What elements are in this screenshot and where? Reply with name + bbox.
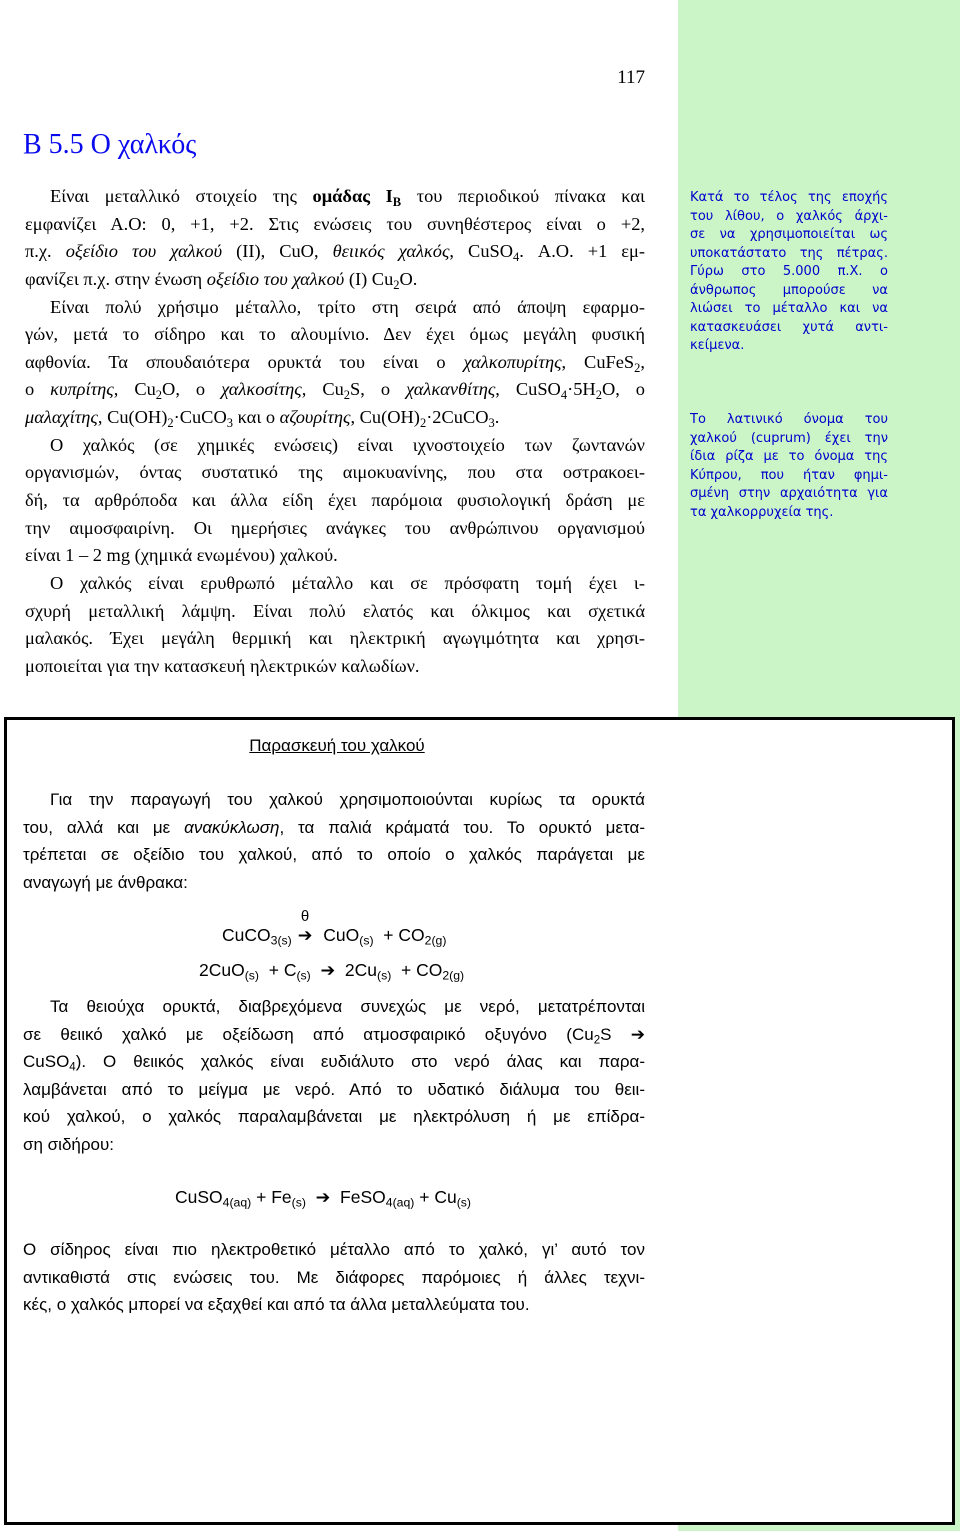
subscript: 4(aq) [385, 1195, 415, 1210]
text-line: Ο σίδηρος είναι πιο ηλεκτροθετικό μέταλλο από το χαλκό, γι’ αυτό τον [23, 1240, 645, 1259]
text-line: κατασκευάσει χυτά αντι- [690, 319, 888, 335]
text-run: ο [25, 379, 51, 400]
text-run: + Fe [251, 1187, 292, 1207]
text-run: (II), CuO, [222, 241, 333, 262]
text-line: Το λατινικό όνομα του [690, 412, 888, 427]
text-line: χαλκού (cuprum) έχει την [690, 430, 888, 446]
paragraph [23, 1236, 645, 1319]
text-run: ). Ο θειικός χαλκός είναι ευδιάλυτο στο νερό άλας και παρα- [75, 1052, 645, 1072]
equation-iron-displacement [175, 1185, 471, 1209]
text-run: ➔ 2Cu [310, 960, 377, 980]
text-run: ·5H [567, 379, 596, 400]
text-run: + CO [391, 960, 443, 980]
subscript: 3(s) [270, 933, 292, 948]
theta-symbol: θ [300, 908, 310, 925]
text-line: γών, μετά το σίδηρο και το αλουμίνιο. Δεν έχει όμως μεγάλη φυσική [25, 324, 645, 345]
subscript: 2(g) [442, 968, 465, 983]
subscript: 2 [593, 1034, 601, 1047]
italic-text: χαλκοπυρίτης [463, 351, 562, 372]
paragraph [25, 570, 645, 681]
subscript: 2 [167, 415, 174, 430]
text-line: εμφανίζει Α.Ο: 0, +1, +2. Στις ενώσεις του συνηθέστερος είναι ο +2, [25, 213, 645, 234]
text-line: οργανισμών, όντας συστατικό της αιμοκυανίνης, που στα οστρακοει- [25, 462, 645, 483]
text-run: , CuSO [449, 241, 514, 262]
text-run: , Cu(OH) [97, 407, 168, 428]
subscript: 2 [634, 360, 641, 375]
text-line: είναι 1 – 2 mg (χημικά ενωμένου) χαλκού. [25, 545, 338, 566]
text-line: σμένη στην αρχαιότητα για [690, 486, 888, 501]
subscript: (s) [244, 968, 260, 983]
text-line [23, 1048, 645, 1076]
text-run: O. [399, 268, 418, 289]
text-run: Είναι μεταλλικό στοιχείο της [50, 186, 313, 206]
text-line: τα χαλκορρυχεία της. [690, 504, 834, 520]
italic-text: θειικός χαλκός [332, 241, 450, 262]
subscript: 4 [69, 1061, 76, 1074]
equation-oxide-reduction [199, 958, 464, 982]
text-run: O, ο [601, 379, 645, 400]
text-run: , Cu [113, 379, 156, 400]
text-line: σε να χρησιμοποιείται ως [690, 227, 888, 242]
text-run: . Α.Ο. +1 εμ- [519, 241, 646, 262]
text-line: μοποιείται για την κατασκευή ηλεκτρικών καλωδίων. [25, 655, 420, 676]
text-run: και ο [232, 407, 280, 428]
text-run: του, αλλά και με [23, 817, 185, 837]
text-run: , τα παλιά κράματά του. Το ορυκτό μετα- [279, 817, 645, 837]
subscript: 3 [488, 415, 495, 430]
text-run: , CuFeS [561, 351, 635, 372]
text-run: . [494, 407, 500, 428]
text-run: π.χ. [25, 241, 66, 262]
text-line: αναγωγή με άνθρακα: [23, 872, 188, 892]
text-run: , Cu [301, 379, 344, 400]
main-text [25, 183, 645, 681]
text-line [23, 814, 645, 842]
italic-text: κυπρίτης [50, 379, 114, 400]
text-run: CuSO [23, 1052, 70, 1072]
text-line: Ο χαλκός (σε χημικές ενώσεις) είναι ιχνοστοιχείο των ζωντανών [50, 434, 645, 455]
text-run: του περιοδικού πίνακα και [401, 186, 645, 206]
text-run: CuSO [175, 1187, 223, 1207]
italic-text: μαλαχίτης [25, 407, 98, 428]
text-line: την αιμοσφαιρίνη. Οι ημερήσιες ανάγκες του ανθρώπινου οργανισμού [25, 517, 645, 538]
text-run: O, ο [162, 379, 222, 400]
text-line: άνθρωπος μπορούσε να [690, 282, 888, 298]
text-line [23, 1021, 645, 1049]
subscript: (s) [296, 968, 311, 983]
text-run: , [640, 351, 645, 372]
subscript: 4 [513, 250, 520, 265]
box-title: Παρασκευή του χαλκού [249, 736, 425, 755]
text-line: ση σιδήρου: [23, 1134, 115, 1154]
subscript: 2 [343, 388, 351, 403]
reaction-arrow-icon: ➔ [297, 926, 313, 946]
paragraph [25, 432, 645, 570]
text-line: ίδια ρίζα με το όνομα της [690, 449, 888, 464]
copper-production-box [4, 717, 955, 1525]
paragraph [23, 786, 645, 896]
text-run: S ➔ [600, 1024, 646, 1044]
text-run: CuO [318, 925, 360, 945]
text-run: + C [259, 960, 297, 980]
text-line: Για την παραγωγή του χαλκού χρησιμοποιούνται κυρίως τα ορυκτά [50, 790, 645, 809]
subscript: 3 [226, 415, 233, 430]
text-line: κού χαλκού, ο χαλκός παραλαμβάνεται με ηλεκτρόλυση ή με επίδρα- [23, 1107, 645, 1127]
text-line [25, 238, 645, 266]
text-run: 2CuO [199, 960, 245, 980]
text-run: (I) Cu [344, 268, 394, 289]
subscript: (s) [291, 1195, 306, 1210]
text-run: σε θειικό χαλκό με οξείδωση από ατμοσφαιρικό οξυγόνο (Cu [23, 1024, 594, 1044]
text-line: κές, ο χαλκός μπορεί να εξαχθεί και από τα άλλα μεταλλεύματα του. [23, 1295, 530, 1315]
subscript: 2 [595, 388, 602, 403]
text-line: Τα θειούχα ορυκτά, διαβρεχόμενα συνεχώς με νερό, μετατρέπονται [50, 997, 645, 1016]
italic-text: χαλκοσίτης [221, 379, 302, 400]
text-line: Κύπρου, που ήταν φημι- [690, 467, 888, 483]
text-run: CuCO [222, 925, 271, 945]
sidebar-note-stone-age [690, 189, 888, 356]
equation-carbonate-decomposition [222, 908, 447, 948]
subscript: (s) [456, 1195, 471, 1210]
text-line: λιώσει το μέταλλο και να [690, 301, 888, 316]
sidebar-note-cuprum [690, 411, 888, 522]
text-line: σχυρή μεταλλική λάμψη. Είναι πολύ ελατός και όλκιμος και σχετικά [25, 600, 645, 621]
text-run: + CO [373, 925, 425, 945]
text-line: τρέπεται σε οξείδιο του χαλκού, από το οποίο ο χαλκός παράγεται με [23, 845, 645, 865]
subscript: (s) [359, 933, 374, 948]
text-line [25, 349, 645, 377]
text-run: , CuSO [495, 379, 561, 400]
paragraph [25, 183, 645, 294]
heat-arrow [297, 908, 313, 948]
subscript: 4(aq) [222, 1195, 252, 1210]
text-line: μαλακός. Έχει μεγάλη θερμική και ηλεκτρική αγωγιμότητα και χρησι- [25, 628, 645, 649]
italic-text: οξείδιο του χαλκού [65, 241, 223, 262]
text-run: φανίζει π.χ. στην ένωση [25, 268, 207, 289]
text-line [25, 376, 645, 404]
paragraph [25, 294, 645, 432]
italic-text: οξείδιο του χαλκού [206, 268, 345, 289]
subscript: 2 [155, 388, 163, 403]
text-line [25, 183, 645, 211]
italic-text: αζουρίτης [279, 407, 351, 428]
section-heading: Β 5.5 Ο χαλκός [23, 129, 197, 160]
text-line: του λίθου, ο χαλκός άρχι- [690, 208, 888, 224]
text-line: Ο χαλκός είναι ερυθρωπό μέταλλο και σε πρόσφατη τομή έχει ι- [50, 572, 645, 593]
text-line [25, 404, 645, 432]
text-run: + Cu [414, 1187, 457, 1207]
italic-text: χαλκανθίτης [406, 379, 496, 400]
subscript: 2 [393, 277, 400, 292]
text-run: ·CuCO [173, 407, 227, 428]
bold-text: ομάδας I [312, 186, 393, 206]
italic-text: ανακύκλωση [184, 817, 280, 837]
bold-subscript: B [392, 194, 402, 209]
paragraph [23, 993, 645, 1159]
subscript: 2 [419, 415, 427, 430]
text-line: λαμβάνεται από το μείγμα με νερό. Από το υδατικό διάλυμα του θειι- [23, 1079, 645, 1099]
subscript: (s) [376, 968, 392, 983]
text-line: Είναι πολύ χρήσιμο μέταλλο, τρίτο στη σειρά από άποψη εφαρμο- [50, 296, 645, 317]
text-line: αντικαθιστά στις ενώσεις του. Με διάφορες παρόμοιες ή άλλες τεχνι- [23, 1267, 645, 1287]
subscript: 4 [560, 388, 568, 403]
text-line: Γύρω στο 5.000 π.Χ. ο [690, 264, 888, 279]
subscript: 2(g) [424, 933, 447, 948]
text-run: ➔ FeSO [305, 1187, 386, 1207]
text-line: δή, τα αρθρόποδα και άλλα είδη έχει παρόμοια φυσιολογική δράση με [25, 490, 645, 511]
text-line: υποκατάστατο της πέτρας. [690, 245, 888, 261]
text-line: Κατά το τέλος της εποχής [690, 190, 888, 205]
text-run: αφθονία. Τα σπουδαιότερα ορυκτά του είναι ο [25, 351, 464, 372]
text-line [25, 266, 645, 294]
text-run: , Cu(OH) [350, 407, 420, 428]
page-number: 117 [617, 67, 645, 88]
text-line: κείμενα. [690, 338, 745, 353]
text-run: ·2CuCO [426, 407, 489, 428]
text-run: S, ο [350, 379, 407, 400]
